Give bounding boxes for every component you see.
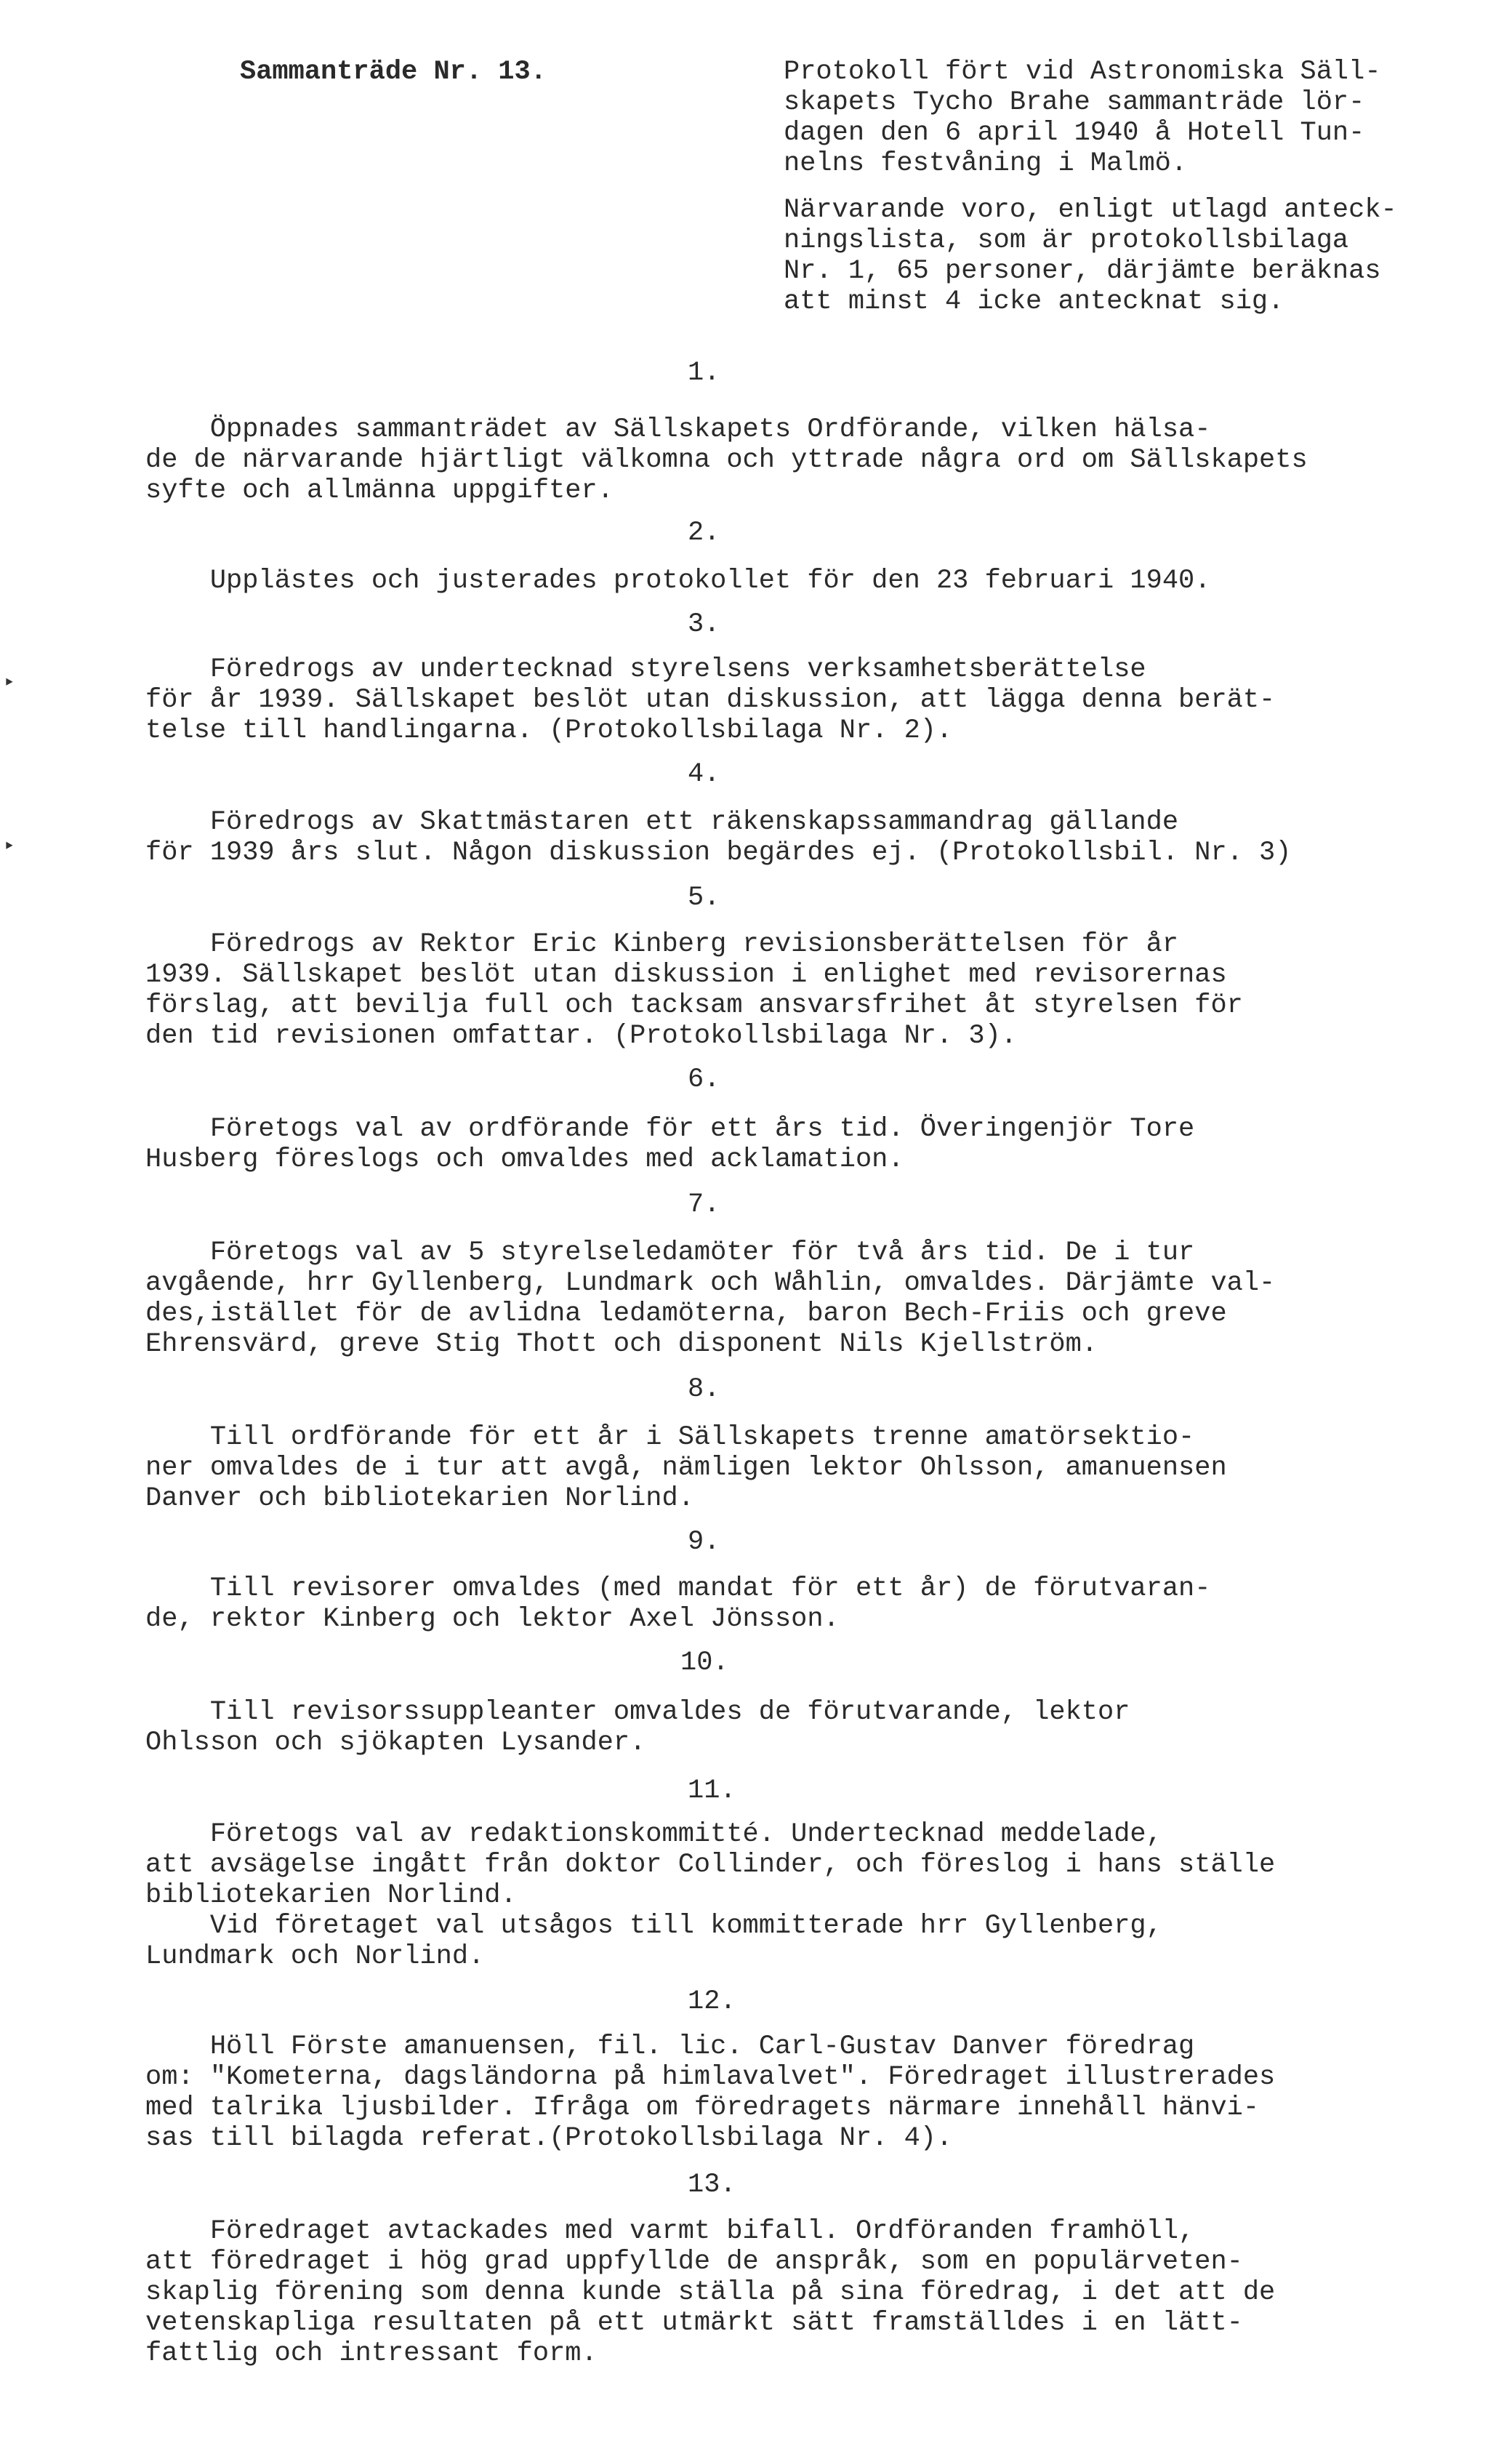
section-number: 1.	[688, 358, 720, 388]
paragraph-line: Till revisorer omvaldes (med mandat för ett år) de förutvaran-	[145, 1573, 1211, 1604]
section-number: 5.	[688, 883, 720, 913]
paragraph-line: syfte och allmänna uppgifter.	[145, 476, 614, 506]
margin-tick-icon: ‣	[3, 837, 15, 859]
section-number: 4.	[688, 759, 720, 790]
paragraph-line: 1939. Sällskapet beslöt utan diskussion i enlighet med revisorernas	[145, 960, 1227, 990]
section-number: 11.	[688, 1776, 736, 1806]
attendance-line: Nr. 1, 65 personer, därjämte beräknas	[784, 256, 1381, 286]
section-paragraph	[145, 414, 1483, 506]
paragraph-line: den tid revisionen omfattar. (Protokollsbilaga Nr. 3).	[145, 1021, 1017, 1051]
header-line: Protokoll fört vid Astronomiska Säll-	[784, 57, 1381, 87]
section-paragraph	[145, 1237, 1483, 1360]
paragraph-line: Företogs val av redaktionskommitté. Undertecknad meddelade,	[145, 1819, 1162, 1850]
protocol-header	[784, 57, 1481, 317]
section-paragraph	[145, 1114, 1483, 1175]
paragraph-line: de de närvarande hjärtligt välkomna och yttrade några ord om Sällskapets	[145, 445, 1308, 476]
paragraph-line: Föredrogs av undertecknad styrelsens verksamhetsberättelse	[145, 654, 1146, 685]
paragraph-line: Ohlsson och sjökapten Lysander.	[145, 1728, 646, 1758]
attendance-line: att minst 4 icke antecknat sig.	[784, 286, 1284, 317]
section-paragraph	[145, 1573, 1483, 1634]
section-paragraph	[145, 1422, 1483, 1514]
paragraph-line: avgående, hrr Gyllenberg, Lundmark och Wåhlin, omvaldes. Därjämte val-	[145, 1268, 1276, 1299]
section-paragraph	[145, 807, 1483, 868]
paragraph-line: bibliotekarien Norlind.	[145, 1880, 517, 1911]
paragraph-line: Upplästes och justerades protokollet för den 23 februari 1940.	[145, 566, 1211, 596]
paragraph-line: Ehrensvärd, greve Stig Thott och disponent Nils Kjellström.	[145, 1329, 1098, 1360]
paragraph-line: Företogs val av ordförande för ett års tid. Överingenjör Tore	[145, 1114, 1195, 1144]
section-paragraph	[145, 2031, 1483, 2154]
paragraph-line: Till ordförande för ett år i Sällskapets trenne amatörsektio-	[145, 1422, 1195, 1453]
paragraph-line: Husberg föreslogs och omvaldes med acklamation.	[145, 1144, 904, 1175]
paragraph-line: des,istället för de avlidna ledamöterna, baron Bech-Friis och greve	[145, 1299, 1227, 1329]
paragraph-line: förslag, att bevilja full och tacksam ansvarsfrihet åt styrelsen för	[145, 990, 1243, 1021]
section-number: 6.	[688, 1064, 720, 1095]
margin-tick-icon: ‣	[3, 673, 15, 696]
section-paragraph	[145, 1819, 1483, 1972]
paragraph-line: med talrika ljusbilder. Ifråga om föredragets närmare innehåll hänvi-	[145, 2093, 1260, 2123]
paragraph-line: vetenskapliga resultaten på ett utmärkt sätt framställdes i en lätt-	[145, 2308, 1243, 2338]
paragraph-line: att föredraget i hög grad uppfyllde de anspråk, som en populärveten-	[145, 2247, 1243, 2277]
section-number: 9.	[688, 1527, 720, 1557]
header-line: skapets Tycho Brahe sammanträde lör-	[784, 87, 1365, 118]
section-paragraph	[145, 2216, 1483, 2369]
section-number: 12.	[688, 1986, 736, 2017]
attendance-line: ningslista, som är protokollsbilaga	[784, 225, 1349, 256]
attendance-line: Närvarande voro, enligt utlagd anteck-	[784, 195, 1397, 225]
paragraph-line: Danver och bibliotekarien Norlind.	[145, 1483, 694, 1514]
section-number: 2.	[688, 518, 720, 548]
paragraph-line: för år 1939. Sällskapet beslöt utan diskussion, att lägga denna berät-	[145, 685, 1276, 715]
paragraph-line: för 1939 års slut. Någon diskussion begärdes ej. (Protokollsbil. Nr. 3)	[145, 838, 1292, 868]
section-paragraph	[145, 654, 1483, 746]
paragraph-line: sas till bilagda referat.(Protokollsbilaga Nr. 4).	[145, 2123, 953, 2154]
paragraph-line: Föredraget avtackades med varmt bifall. Ordföranden framhöll,	[145, 2216, 1195, 2247]
paragraph-line: ner omvaldes de i tur att avgå, nämligen lektor Ohlsson, amanuensen	[145, 1453, 1227, 1483]
section-number: 8.	[688, 1374, 720, 1405]
section-number: 10.	[680, 1648, 729, 1678]
section-paragraph	[145, 929, 1483, 1051]
section-number: 7.	[688, 1190, 720, 1220]
paragraph-line: skaplig förening som denna kunde ställa på sina föredrag, i det att de	[145, 2277, 1276, 2308]
paragraph-line: Lundmark och Norlind.	[145, 1941, 485, 1972]
section-paragraph	[145, 566, 1483, 596]
paragraph-line: Föredrogs av Skattmästaren ett räkenskapssammandrag gällande	[145, 807, 1179, 838]
paragraph-line: Föredrogs av Rektor Eric Kinberg revisionsberättelsen för år	[145, 929, 1179, 960]
header-line: nelns festvåning i Malmö.	[784, 148, 1188, 179]
meeting-number: Sammanträde Nr. 13.	[240, 57, 547, 87]
attendance-note	[784, 195, 1481, 317]
paragraph-line: om: "Kometerna, dagsländorna på himlavalvet". Föredraget illustrerades	[145, 2062, 1276, 2093]
paragraph-line: de, rektor Kinberg och lektor Axel Jönsson.	[145, 1604, 840, 1634]
paragraph-line: fattlig och intressant form.	[145, 2338, 598, 2369]
section-number: 3.	[688, 609, 720, 640]
paragraph-line: Företogs val av 5 styrelseledamöter för två års tid. De i tur	[145, 1237, 1195, 1268]
paragraph-line: telse till handlingarna. (Protokollsbilaga Nr. 2).	[145, 715, 953, 746]
paragraph-line: Till revisorssuppleanter omvaldes de förutvarande, lektor	[145, 1697, 1130, 1728]
header-line: dagen den 6 april 1940 å Hotell Tun-	[784, 118, 1365, 148]
paragraph-line: Vid företaget val utsågos till kommitterade hrr Gyllenberg,	[145, 1911, 1162, 1941]
section-paragraph	[145, 1697, 1483, 1758]
paragraph-line: Öppnades sammanträdet av Sällskapets Ordförande, vilken hälsa-	[145, 414, 1211, 445]
section-number: 13.	[688, 2170, 736, 2200]
paragraph-line: Höll Förste amanuensen, fil. lic. Carl-Gustav Danver föredrag	[145, 2031, 1195, 2062]
paragraph-line: att avsägelse ingått från doktor Collinder, och föreslog i hans ställe	[145, 1850, 1276, 1880]
